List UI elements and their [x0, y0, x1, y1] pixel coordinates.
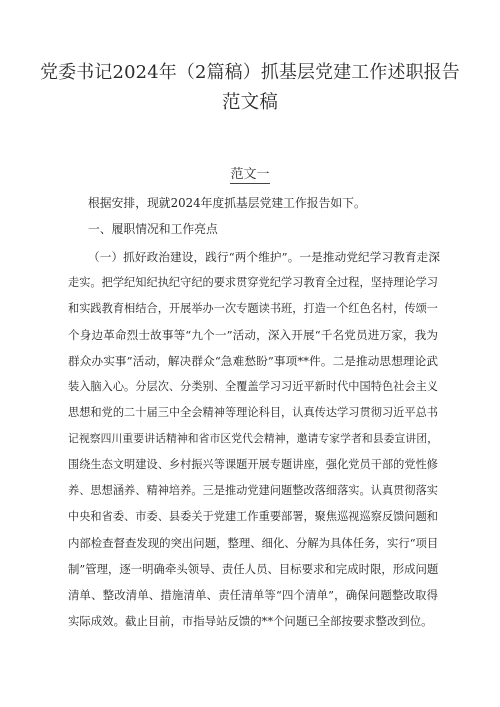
body-line: 内部检查督查发现的突出问题，整理、细化、分解为具体任务，实行“项目: [68, 536, 438, 550]
document-title-line-2: 范文稿: [221, 92, 279, 113]
body-line: 制”管理，逐一明确牵头领导、责任人员、目标要求和完成时限，形成问题: [68, 562, 438, 576]
section-heading: [0, 165, 500, 185]
body-line: （一）抓好政治建设，践行“两个维护”。一是推动党纪学习教育走深: [88, 250, 440, 264]
body-line: 清单、整改清单、措施清单、责任清单等“四个清单”，确保问题整改取得: [68, 588, 438, 602]
body-line: 中央和省委、市委、县委关于党建工作重要部署，聚焦巡视巡察反馈问题和: [68, 510, 438, 523]
body-line: 走实。把学纪知纪执纪守纪的要求贯穿党纪学习教育全过程，坚持理论学习: [68, 276, 438, 289]
body-line: 实际成效。截止目前，市指导站反馈的**个问题已全部按要求整改到位。: [68, 614, 433, 628]
intro-paragraph: 根据安排，现就2024年度抓基层党建工作报告如下。: [88, 196, 366, 210]
section-heading-text: 范文一: [230, 167, 270, 182]
body-line: 群众办实事”活动，解决群众“急难愁盼”事项**件。二是推动思想理论武: [68, 354, 438, 368]
body-line: 记视察四川重要讲话精神和省市区党代会精神，邀请专家学者和县委宣讲团，: [68, 432, 438, 445]
body-line: 装入脑入心。分层次、分类别、全覆盖学习习近平新时代中国特色社会主义: [68, 380, 438, 393]
body-line: 和实践教育相结合，开展举办一次专题读书班，打造一个红色名村，传颂一: [68, 302, 438, 315]
body-line: 养、思想涵养、精神培养。三是推动党建问题整改落细落实。认真贯彻落实: [68, 484, 438, 497]
body-line: 个身边革命烈士故事等“九个一”活动，深入开展“千名党员进万家，我为: [68, 328, 438, 342]
document-title-line-1: 党委书记2024年（2篇稿）抓基层党建工作述职报告: [40, 62, 460, 83]
heading-level-1: 一、履职情况和工作亮点: [88, 222, 218, 236]
body-line: 围绕生态文明建设、乡村振兴等课题开展专题讲座，强化党员干部的党性修: [68, 458, 438, 471]
body-line: 思想和党的二十届三中全会精神等理论科目，认真传达学习贯彻习近平总书: [68, 406, 438, 419]
